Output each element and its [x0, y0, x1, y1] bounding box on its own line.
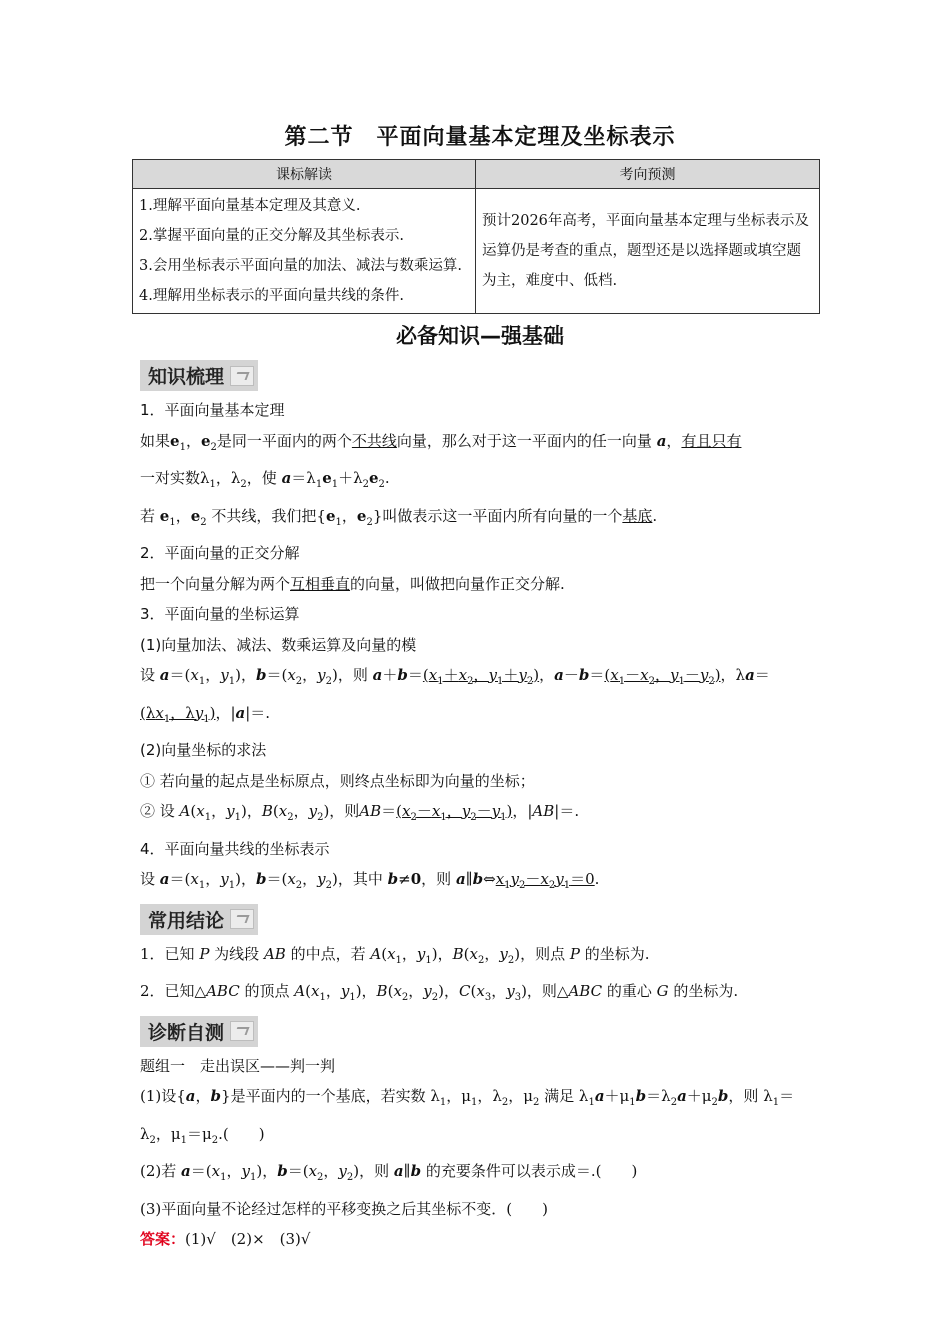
k3-heading: 3．平面向量的坐标运算 — [140, 605, 300, 623]
curriculum-item: 4.理解用坐标表示的平面向量共线的条件. — [139, 288, 404, 304]
table-header-right: 考向预测 — [476, 160, 820, 189]
conclusion-1: 1．已知 P 为线段 AB 的中点，若 $A(x_1$，$y_1$)，$B(x_2$，$y_2$)，则点 P 的坐标为. — [140, 944, 650, 966]
curriculum-item: 3.会用坐标表示平面向量的加法、减法与数乘运算. — [139, 258, 462, 274]
k3-c1: ① 若向量的起点是坐标原点，则终点坐标即为向量的坐标； — [140, 771, 535, 790]
answer-line — [140, 1224, 820, 1255]
k3-sub2: (2)向量坐标的求法 — [140, 741, 267, 759]
curriculum-table — [132, 159, 820, 314]
question-group: 题组一 走出误区——判一判 — [140, 1056, 336, 1075]
answer-text: (1)√ (2)× (3)√ — [185, 1230, 311, 1248]
refresh-icon — [230, 366, 254, 386]
question-3: (3)平面向量不论经过怎样的平移变换之后其坐标不变．( ) — [140, 1199, 548, 1218]
conclusions-tag-label: 常用结论 — [148, 909, 225, 932]
diagnosis-tag — [140, 1016, 258, 1047]
conclusions-tag — [140, 904, 258, 935]
k3-line2: ($\lambda x_1$，$\lambda y_1$)，|a|＝. — [140, 703, 271, 725]
k1-line1: 如果$e_1$，$e_2$是同一平面内的两个不共线向量，那么对于这一平面内的任一向量 a，有且只有 — [140, 431, 742, 453]
curriculum-item: 1.理解平面向量基本定理及其意义. — [139, 198, 361, 214]
k3-sub1: (1)向量加法、减法、数乘运算及向量的模 — [140, 635, 417, 654]
section-heading: 必备知识—强基础 — [396, 324, 564, 348]
k4-line: 设 $a=(x_1$，$y_1$)，$b=(x_2$，$y_2$)，其中 b≠0，则 $a\parallel b\Leftrightarrow x_1y_2-x_2y_1=0$. — [140, 870, 600, 891]
conclusion-2: 2．已知△ABC 的顶点 $A(x_1$，$y_1$)，$B(x_2$，$y_2$)，$C(x_3$，$y_3$)，则△ABC 的重心 G 的坐标为. — [140, 982, 739, 1003]
answer-label: 答案： — [140, 1230, 186, 1248]
refresh-icon — [230, 1021, 254, 1041]
curriculum-item: 2.掌握平面向量的正交分解及其坐标表示. — [139, 228, 404, 244]
diagnosis-tag-label: 诊断自测 — [148, 1021, 225, 1044]
k2-heading: 2．平面向量的正交分解 — [140, 544, 300, 562]
k1-heading: 1．平面向量基本定理 — [140, 401, 285, 419]
k3-c2: ② 设 $A(x_1$，$y_1$)，$B(x_2$，$y_2$)，则$AB=(x_2-x_1$，$y_2-y_1$)，|AB|＝. — [140, 802, 580, 823]
k1-line3: 若 $e_1$，$e_2$ 不共线，我们把{$e_1$，$e_2$}叫做表示这一平面内所有向量的一个基底. — [140, 506, 658, 528]
k3-line1: 设 $a=(x_1$，$y_1$)，$b=(x_2$，$y_2$)，则 $a+b=(x_1+x_2$，$y_1+y_2$)，$a-b=(x_1-x_2$，$y_1-y_2$)，λa＝ — [140, 666, 770, 687]
page-title: 第二节 平面向量基本定理及坐标表示 — [284, 125, 676, 150]
knowledge-tag-label: 知识梳理 — [148, 366, 225, 388]
k1-line2: 一对实数$\lambda_1$，$\lambda_2$，使 $a=\lambda_1e_1+\lambda_2e_2$. — [140, 469, 390, 490]
k2-line: 把一个向量分解为两个互相垂直的向量，叫做把向量作正交分解. — [140, 574, 565, 593]
question-2: (2)若 $a=(x_1$，$y_1$)，$b=(x_2$，$y_2$)，则 a∥b 的充要条件可以表示成＝.( ) — [140, 1162, 638, 1183]
document-page — [140, 120, 820, 1255]
forecast-text: 预计2026年高考，平面向量基本定理与坐标表示及运算仍是考查的重点，题型还是以选择题或填空题为主，难度中、低档. — [476, 189, 820, 314]
curriculum-items — [133, 189, 476, 314]
refresh-icon — [230, 909, 254, 929]
question-1: (1)设{a，b}是平面内的一个基底，若实数 $\lambda_1$，$\mu_1$，$\lambda_2$，$\mu_2$ 满足 $\lambda_1a+\mu_1b=\lambda_2a+\mu_2b$，则 $\lambda_1=$ $\lambda_2$，$\mu_1=\mu_2$.( ) — [140, 1087, 795, 1146]
knowledge-tag — [140, 360, 258, 391]
k4-heading: 4．平面向量共线的坐标表示 — [140, 839, 330, 858]
table-header-left: 课标解读 — [133, 160, 476, 189]
